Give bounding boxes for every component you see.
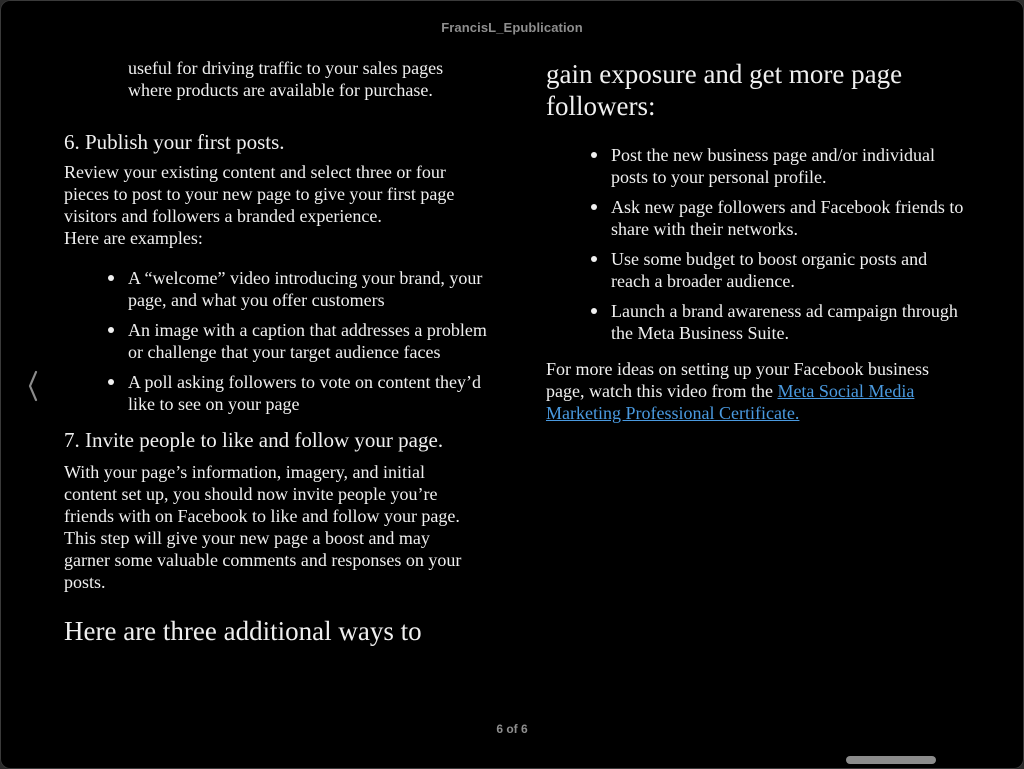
chevron-left-icon — [22, 364, 46, 408]
scroll-indicator[interactable] — [846, 756, 936, 764]
step-7-body: With your page’s information, imagery, and initial content set up, you should now invite people you’re friends with on Facebook to like and follow your page. This step will give your new page a boost and may garner some valuable comments and responses on your posts. — [64, 462, 462, 592]
list-item: A “welcome” video introducing your brand, your page, and what you offer customers — [64, 267, 494, 311]
step-6-body: Review your existing content and select three or four pieces to post to your new page to give your first page visitors and followers a branded experience. — [64, 162, 455, 226]
right-page — [546, 56, 966, 424]
certificate-link[interactable]: Meta Social Media Marketing Professional Certificate. — [546, 381, 915, 423]
examples-intro: Here are examples: — [64, 228, 203, 248]
exposure-list — [546, 144, 966, 344]
step-7-heading: 7. Invite people to like and follow your page. — [64, 428, 444, 452]
continuation-text: useful for driving traffic to your sales pages where products are available for purchase. — [128, 58, 444, 100]
list-item: Launch a brand awareness ad campaign through the Meta Business Suite. — [546, 300, 966, 344]
list-item: A poll asking followers to vote on content they’d like to see on your page — [64, 371, 494, 415]
section-heading-start: Here are three additional ways to — [64, 616, 422, 646]
section-heading-end: gain exposure and get more page followers: — [546, 59, 903, 121]
window-title: FrancisL_Epublication — [441, 20, 583, 35]
previous-page-button[interactable] — [22, 364, 46, 408]
page-indicator: 6 of 6 — [496, 722, 528, 736]
closing-text: For more ideas on setting up your Facebook business page, watch this video from the — [546, 359, 929, 401]
left-page — [64, 56, 494, 647]
list-item: Ask new page followers and Facebook friends to share with their networks. — [546, 196, 966, 240]
title-bar[interactable] — [0, 0, 1024, 56]
examples-list — [64, 267, 494, 415]
step-6-heading: 6. Publish your first posts. — [64, 130, 285, 154]
closing-paragraph — [546, 358, 946, 424]
list-item: An image with a caption that addresses a problem or challenge that your target audience faces — [64, 319, 494, 363]
list-item: Post the new business page and/or individual posts to your personal profile. — [546, 144, 966, 188]
list-item: Use some budget to boost organic posts and reach a broader audience. — [546, 248, 966, 292]
